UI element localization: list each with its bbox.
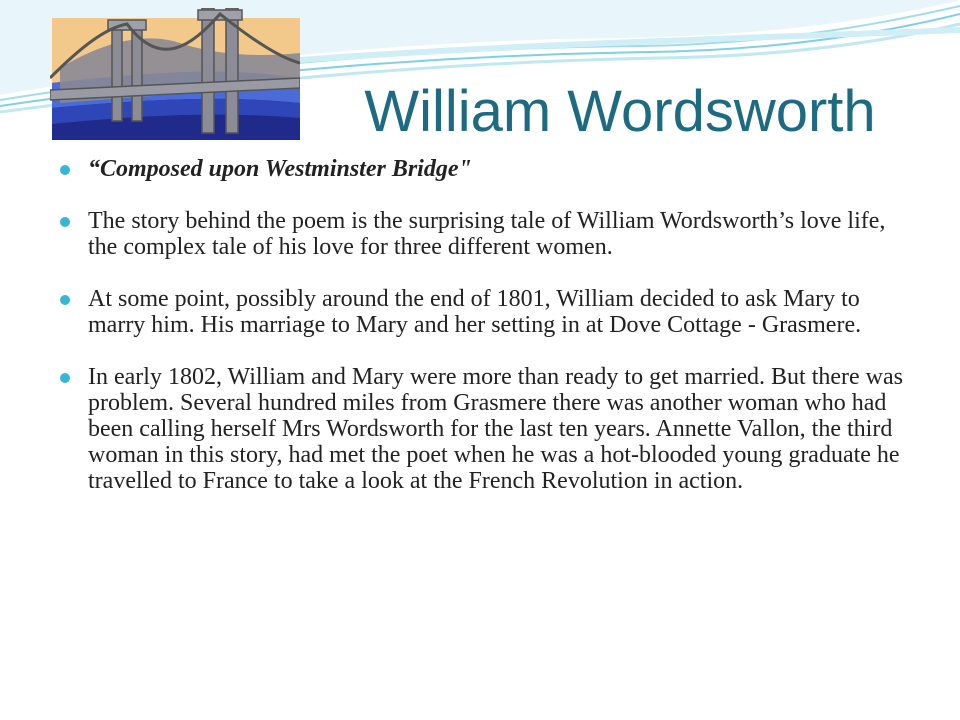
bullet-item-annette <box>60 364 920 494</box>
bullet-item-poem-title <box>60 156 920 182</box>
slide-title: William Wordsworth <box>364 79 876 144</box>
bullet-text: At some point, possibly around the end of 1801, William decided to ask Mary to marry him. His marriage to Mary and her setting in at Dove Cottage - Grasmere. <box>88 286 862 338</box>
bullet-list <box>60 156 920 520</box>
bullet-icon <box>60 373 70 383</box>
bullet-icon <box>60 165 70 175</box>
suspension-bridge-icon <box>50 8 300 143</box>
bullet-text: In early 1802, William and Mary were more than ready to get married. But there was problem. Several hundred miles from Grasmere there was another woman who had been calling herself Mrs Wordsworth for the last ten years. Annette Vallon, the third woman in this story, had met the poet when he was a hot-blooded young graduate he travelled to France to take a look at the French Revolution in action. <box>88 364 903 494</box>
bullet-item-story <box>60 208 920 260</box>
bullet-icon <box>60 217 70 227</box>
bullet-text: “Composed upon Westminster Bridge" <box>88 156 472 182</box>
bullet-item-marriage <box>60 286 920 338</box>
bullet-text: The story behind the poem is the surprising tale of William Wordsworth’s love life, the complex tale of his love for three different women. <box>88 208 886 260</box>
bullet-icon <box>60 295 70 305</box>
